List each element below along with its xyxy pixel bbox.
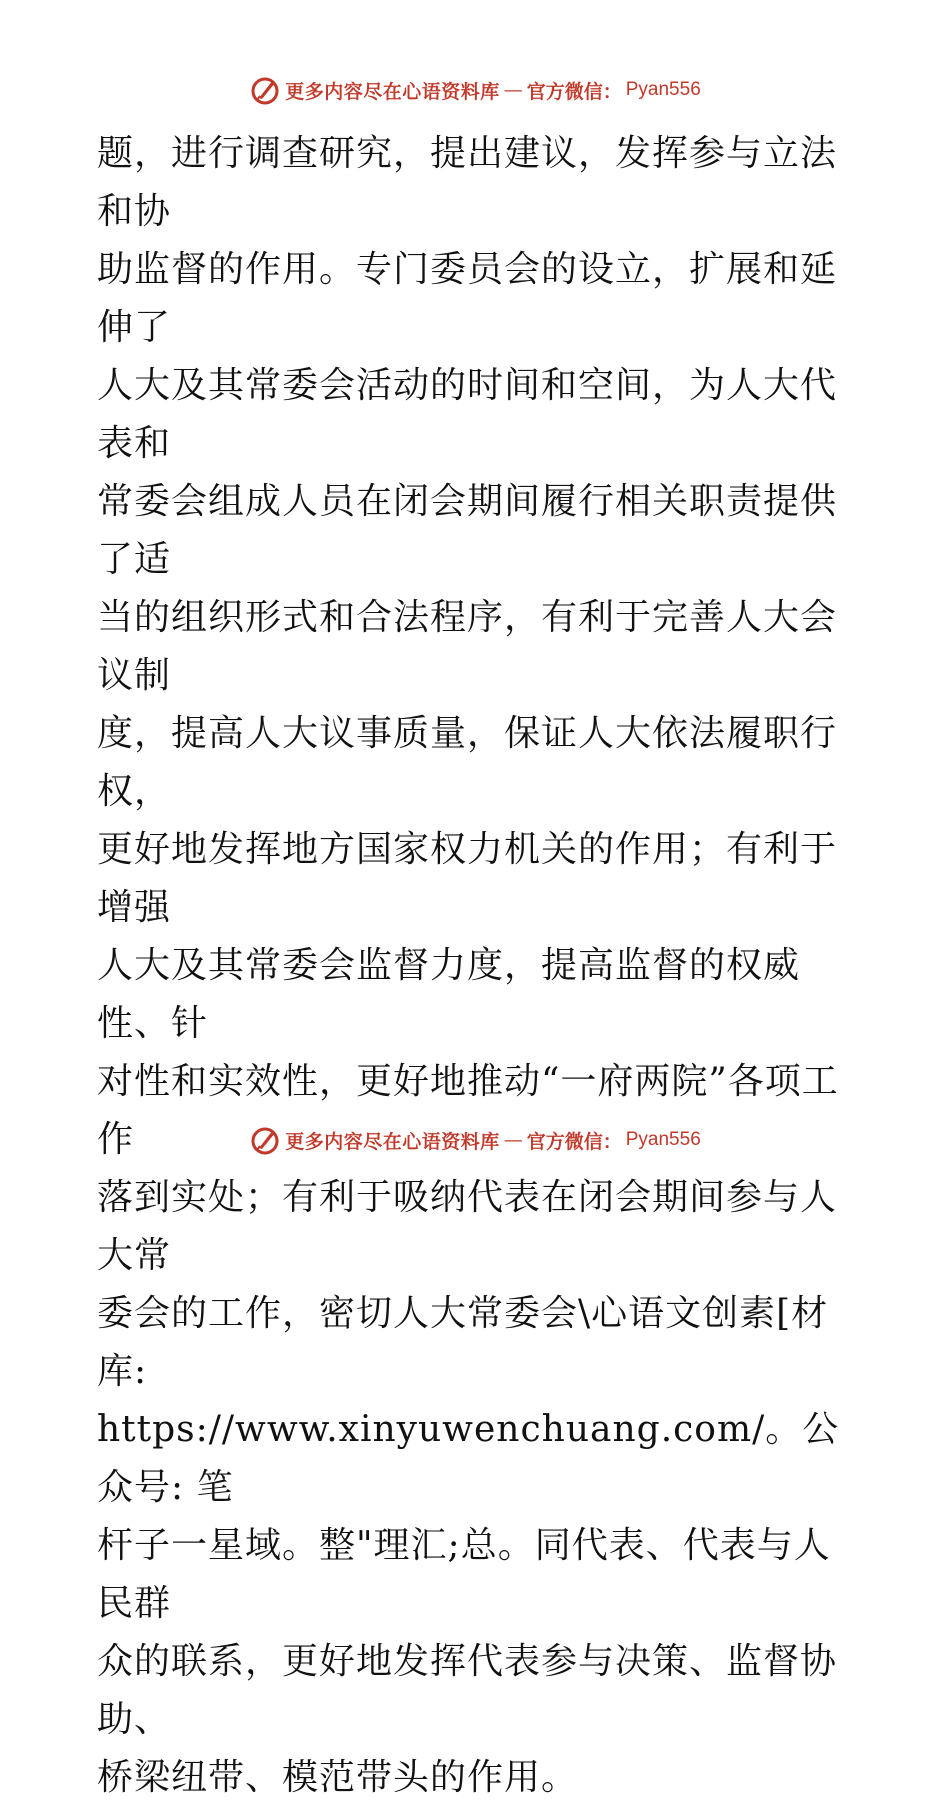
- footer-slogan: 更多内容尽在心语资料库: [285, 1130, 500, 1153]
- page-footer: [0, 1120, 950, 1160]
- header-separator: —: [503, 79, 523, 101]
- page-header: [0, 70, 950, 110]
- footer-separator: —: [503, 1129, 523, 1151]
- quill-logo-icon: [249, 1124, 281, 1156]
- header-wechat-id: Pyan556: [625, 79, 701, 100]
- footer-wechat-id: Pyan556: [625, 1129, 701, 1150]
- body-paragraph: 题，进行调查研究，提出建议，发挥参与立法和协 助监督的作用。专门委员会的设立，扩展和延伸了 人大及其常委会活动的时间和空间，为人大代表和 常委会组成人员在闭会期间履行相关职责提供了适 当的组织形式和合法程序，有利于完善人大会议制 度，提高人大议事质量，保证人大依法履职行权， 更好地发挥地方国家权力机关的作用；有利于增强 人大及其常委会监督力度，提高监督的权威性、针 对性和实效性，更好地推动“一府两院”各项工作 落到实处；有利于吸纳代表在闭会期间参与人大常 委会的工作，密切人大常委会\心语文创素[材库: https://www.xinyuwenchuang.com/。公众号: 笔 杆子一星域。整"理汇;总。同代表、代表与人民群 众的联系，更好地发挥代表参与决策、监督协助、 桥梁纽带、模范带头的作用。: [97, 133, 840, 1798]
- header-wechat-label: 官方微信：: [526, 80, 622, 103]
- header-slogan: 更多内容尽在心语资料库: [285, 80, 500, 103]
- header-watermark: [249, 74, 701, 106]
- footer-watermark: [249, 1124, 701, 1156]
- footer-wechat-label: 官方微信：: [526, 1130, 622, 1153]
- quill-logo-icon: [249, 74, 281, 106]
